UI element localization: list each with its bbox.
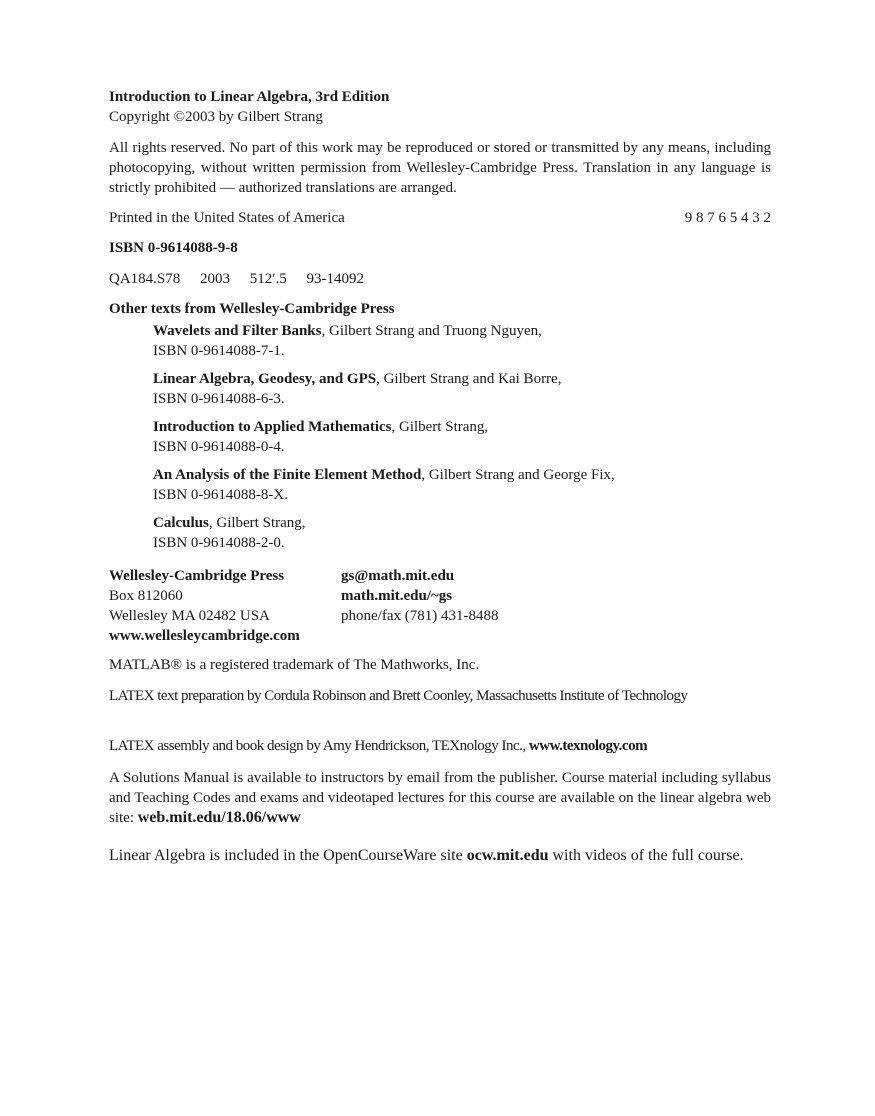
other-text-isbn: ISBN 0-9614088-0-4. [153, 439, 285, 455]
catalog-class: QA184.S78 [109, 271, 181, 287]
latex-assembly [109, 736, 771, 756]
other-text-isbn: ISBN 0-9614088-8-X. [153, 487, 288, 503]
catalog-dewey: 512′.5 [249, 271, 287, 287]
contact-column [341, 566, 498, 626]
other-text-item [153, 513, 753, 553]
publisher-city: Wellesley MA 02482 USA [109, 608, 270, 624]
ocw-suffix: with videos of the full course. [548, 847, 744, 864]
publisher-phone: phone/fax (781) 431-8488 [341, 608, 499, 624]
other-text-title: An Analysis of the Finite Element Method [153, 467, 422, 483]
other-text-isbn: ISBN 0-9614088-2-0. [153, 535, 285, 551]
other-text-item [153, 321, 753, 361]
other-text-item [153, 465, 753, 505]
publisher-website-link[interactable]: www.wellesleycambridge.com [109, 628, 300, 644]
book-title: Introduction to Linear Algebra, 3rd Edition [109, 89, 390, 105]
catalog-line [109, 269, 771, 289]
printed-in: Printed in the United States of America [109, 210, 345, 226]
other-text-title: Wavelets and Filter Banks [153, 323, 322, 339]
latex-preparation: LATEX text preparation by Cordula Robinson and Brett Coonley, Massachusetts Institute of Technology [109, 688, 688, 704]
ocw-paragraph [109, 845, 771, 866]
other-text-title: Calculus [153, 515, 209, 531]
other-texts-heading: Other texts from Wellesley-Cambridge Press [109, 301, 395, 317]
other-text-isbn: ISBN 0-9614088-6-3. [153, 391, 285, 407]
other-text-authors: , Gilbert Strang and George Fix, [421, 467, 615, 483]
texnology-link[interactable]: www.texnology.com [528, 738, 648, 754]
solutions-paragraph [109, 768, 771, 828]
matlab-trademark: MATLAB® is a registered trademark of The Mathworks, Inc. [109, 657, 480, 673]
printing-line [109, 208, 771, 228]
catalog-year: 2003 [200, 271, 231, 287]
rights-paragraph: All rights reserved. No part of this work may be reproduced or stored or transmitted by any means, including photocopying, without written permission from Wellesley-Cambridge Press. Translation in any language is strictly prohibited — authorized translations are arranged. [109, 140, 771, 196]
solutions-text: A Solutions Manual is available to instructors by email from the publisher. Course material including syllabus and Teaching Codes and exams and videotaped lectures for this course are available on the linear algebra web site: [109, 770, 771, 826]
other-text-item [153, 417, 753, 457]
catalog-lccn: 93-14092 [306, 271, 365, 287]
other-text-title: Introduction to Applied Mathematics [153, 419, 392, 435]
other-text-authors: , Gilbert Strang and Kai Borre, [376, 371, 562, 387]
publisher-contact [109, 566, 771, 646]
other-text-authors: , Gilbert Strang, [208, 515, 306, 531]
other-text-authors: , Gilbert Strang, [391, 419, 489, 435]
publisher-name: Wellesley-Cambridge Press [109, 568, 285, 584]
ocw-text: Linear Algebra is included in the OpenCourseWare site [109, 847, 467, 864]
author-homepage-link[interactable]: math.mit.edu/~gs [341, 588, 453, 604]
publisher-box: Box 812060 [109, 588, 183, 604]
ocw-link[interactable]: ocw.mit.edu [466, 847, 549, 864]
other-text-item [153, 369, 753, 409]
course-website-link[interactable]: web.mit.edu/18.06/www [137, 809, 301, 826]
isbn: ISBN 0-9614088-9-8 [109, 240, 238, 256]
copyright-line: Copyright ©2003 by Gilbert Strang [109, 109, 323, 125]
print-run: 9 8 7 6 5 4 3 2 [684, 210, 771, 226]
publisher-email-link[interactable]: gs@math.mit.edu [341, 568, 455, 584]
latex-assembly-text: LATEX assembly and book design by Amy Hendrickson, TEXnology Inc., [109, 738, 529, 754]
other-text-title: Linear Algebra, Geodesy, and GPS [153, 371, 377, 387]
other-text-isbn: ISBN 0-9614088-7-1. [153, 343, 285, 359]
other-text-authors: , Gilbert Strang and Truong Nguyen, [321, 323, 542, 339]
